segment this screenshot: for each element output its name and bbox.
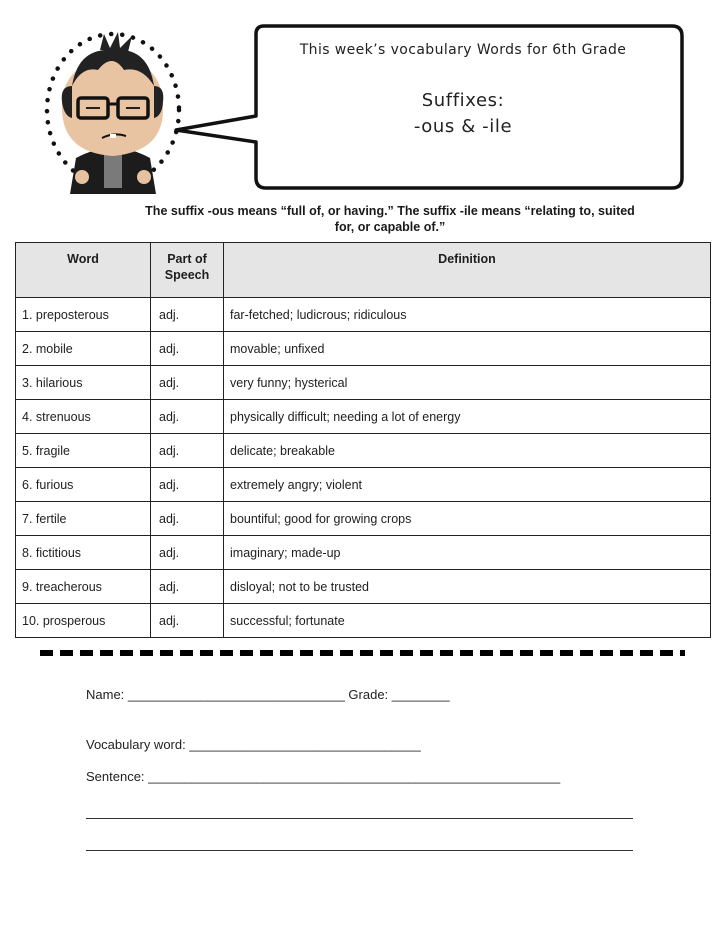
table-row [16, 570, 711, 604]
word-cell: 5. fragile [16, 434, 151, 468]
table-header-row [16, 243, 711, 298]
header-definition: Definition [224, 243, 711, 298]
pos-cell: adj. [151, 298, 224, 332]
definition-cell: imaginary; made-up [224, 536, 711, 570]
table-row [16, 502, 711, 536]
table-row [16, 400, 711, 434]
subtitle-line-2: -ous & -ile [413, 116, 513, 137]
worksheet-subtitle [358, 88, 568, 140]
pos-cell: adj. [151, 536, 224, 570]
vocabulary-word-line: Vocabulary word: ________________________________ [86, 737, 421, 752]
table-row [16, 434, 711, 468]
pos-cell: adj. [151, 570, 224, 604]
header-word: Word [16, 243, 151, 298]
name-grade-line: Name: ______________________________ Grade: ________ [86, 687, 450, 702]
table-row [16, 332, 711, 366]
word-cell: 8. fictitious [16, 536, 151, 570]
cut-line-divider [40, 650, 685, 656]
word-cell: 10. prosperous [16, 604, 151, 638]
table-row [16, 468, 711, 502]
teacher-avatar-icon [38, 26, 188, 194]
pos-cell: adj. [151, 468, 224, 502]
pos-cell: adj. [151, 434, 224, 468]
sentence-line: Sentence: _________________________________________________________ [86, 769, 561, 784]
word-cell: 3. hilarious [16, 366, 151, 400]
vocabulary-table [15, 242, 711, 638]
word-cell: 1. preposterous [16, 298, 151, 332]
word-cell: 6. furious [16, 468, 151, 502]
word-cell: 9. treacherous [16, 570, 151, 604]
definition-cell: far-fetched; ludicrous; ridiculous [224, 298, 711, 332]
table-row [16, 298, 711, 332]
table-row [16, 604, 711, 638]
definition-cell: movable; unfixed [224, 332, 711, 366]
pos-cell: adj. [151, 332, 224, 366]
definition-cell: physically difficult; needing a lot of energy [224, 400, 711, 434]
table-row [16, 366, 711, 400]
header-part-of-speech: Part of Speech [151, 243, 224, 298]
word-cell: 4. strenuous [16, 400, 151, 434]
worksheet-title: This week’s vocabulary Words for 6th Grade [299, 42, 627, 58]
word-cell: 7. fertile [16, 502, 151, 536]
subtitle-line-1: Suffixes: [421, 90, 505, 111]
pos-cell: adj. [151, 400, 224, 434]
pos-cell: adj. [151, 366, 224, 400]
pos-cell: adj. [151, 604, 224, 638]
definition-cell: successful; fortunate [224, 604, 711, 638]
pos-cell: adj. [151, 502, 224, 536]
definition-cell: disloyal; not to be trusted [224, 570, 711, 604]
sentence-blank-line-2 [86, 850, 633, 851]
definition-cell: very funny; hysterical [224, 366, 711, 400]
suffix-intro: The suffix -ous means “full of, or having.” The suffix -ile means “relating to, suited for, or capable of.” [145, 204, 635, 234]
word-cell: 2. mobile [16, 332, 151, 366]
teacher-avatar [38, 26, 188, 194]
sentence-blank-line-1 [86, 818, 633, 819]
definition-cell: bountiful; good for growing crops [224, 502, 711, 536]
speech-bubble [168, 20, 688, 195]
definition-cell: extremely angry; violent [224, 468, 711, 502]
definition-cell: delicate; breakable [224, 434, 711, 468]
table-row [16, 536, 711, 570]
